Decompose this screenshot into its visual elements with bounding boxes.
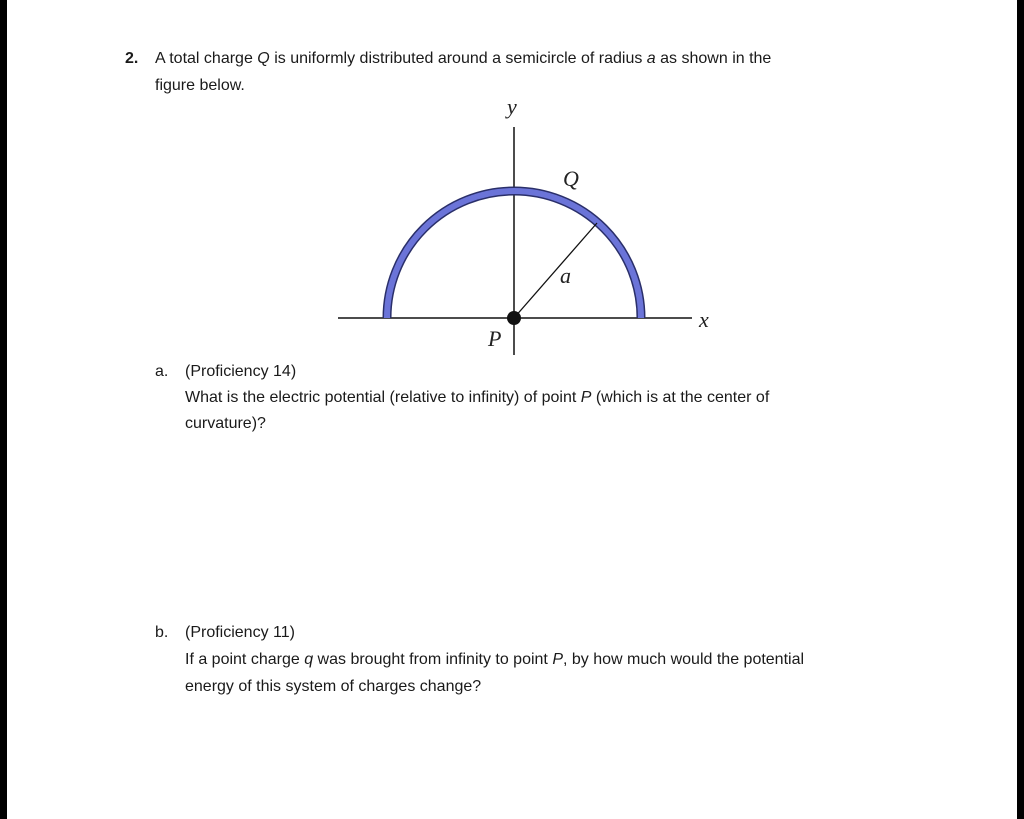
var-Q: Q [257,50,270,67]
part-a-title: (Proficiency 14) [185,363,297,380]
radius-label: a [560,263,571,288]
var-q: q [304,651,314,668]
var-P: P [552,651,563,668]
var-P: P [580,389,592,406]
charge-label: Q [563,166,579,191]
problem-statement-line2: figure below. [155,77,245,94]
radius-line [514,223,597,318]
part-a-question-line2: curvature)? [185,415,266,432]
text: What is the electric potential (relative to infinity) of point [185,389,581,406]
part-b-title: (Proficiency 11) [185,624,295,641]
point-P-dot [507,311,521,325]
text: as shown in the [655,50,772,67]
x-axis-label: x [699,307,709,332]
part-b-question-line2: energy of this system of charges change? [185,678,482,695]
text: , by how much would the potential [563,651,805,668]
text: If a point charge [185,651,305,668]
text: A total charge [155,50,258,67]
part-b-question-line1 [185,646,804,673]
var-a: a [646,50,656,67]
text: was brought from infinity to point [313,651,553,668]
problem-number: 2. [125,50,139,67]
y-axis-label: y [507,94,517,119]
part-a-question-line1 [185,384,769,411]
text: is uniformly distributed around a semicircle of radius [269,50,647,67]
part-b-letter: b. [155,624,169,641]
point-label: P [488,326,502,351]
text: (which is at the center of [591,389,770,406]
part-a-letter: a. [155,363,169,380]
